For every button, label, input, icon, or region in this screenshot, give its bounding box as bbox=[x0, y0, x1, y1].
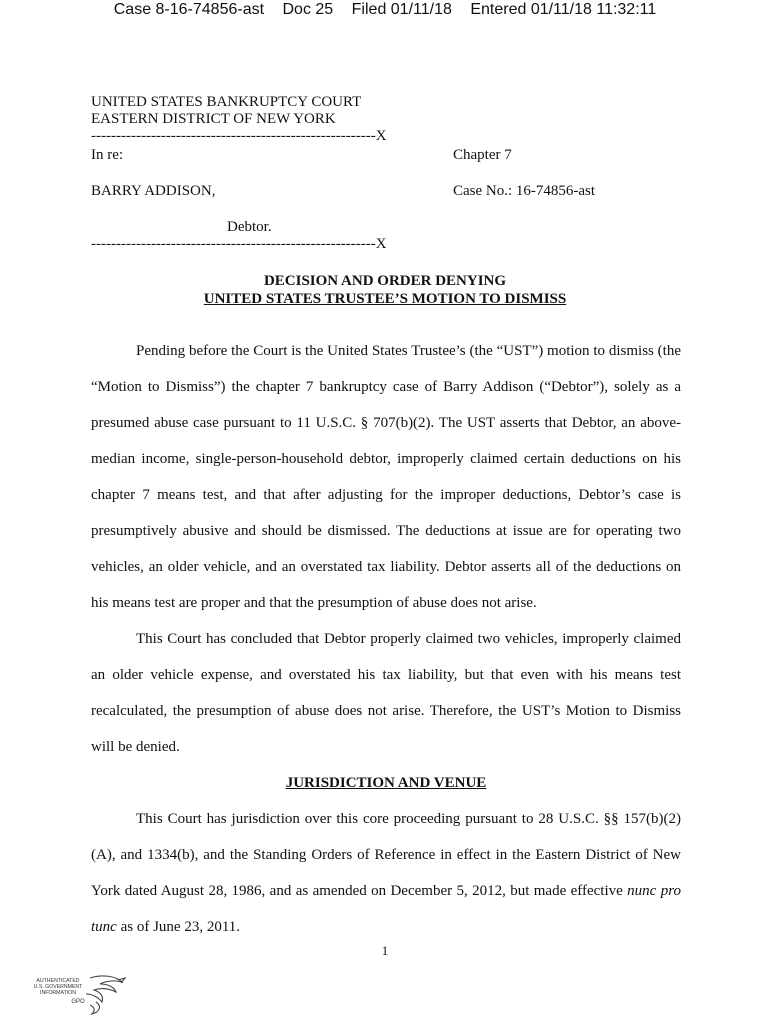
gpo-authentication-seal bbox=[30, 972, 130, 1016]
chapter-label: Chapter 7 bbox=[453, 147, 512, 163]
header-case: Case 8-16-74856-ast bbox=[113, 1, 265, 18]
paragraph-1: Pending before the Court is the United States Trustee’s (the “UST”) motion to dismiss (the “Motion to Dismiss”) the chapter 7 bankruptcy case of Barry Addison (“Debtor”), solely as a presumed abuse case pursuant to 11 U.S.C. § 707(b)(2). The UST asserts that Debtor, an above-median income, single-person-household debtor, improperly claimed certain deductions on his chapter 7 means test, and that after adjusting for the improper deductions, Debtor’s case is presumptively abusive and should be dismissed. The deductions at issue are for operating two vehicles, an older vehicle, and an overstated tax liability. Debtor asserts all of the deductions on his means test are proper and that the presumption of abuse does not arise. bbox=[91, 343, 681, 611]
caption-divider-top: ---------------------------------------------------------X bbox=[91, 128, 387, 144]
debtor-name: BARRY ADDISON, bbox=[91, 183, 216, 199]
document-title-line-1: DECISION AND ORDER DENYING bbox=[263, 273, 507, 289]
in-re-label: In re: bbox=[91, 147, 124, 163]
page-number: 1 bbox=[381, 943, 389, 958]
document-body bbox=[91, 333, 681, 945]
seal-line-3: INFORMATION bbox=[40, 990, 76, 996]
eagle-icon bbox=[86, 976, 125, 1014]
paragraph-3-end: as of June 23, 2011. bbox=[120, 919, 241, 935]
debtor-label: Debtor. bbox=[227, 219, 272, 235]
ecf-header bbox=[0, 0, 770, 20]
seal-line-2: U.S. GOVERNMENT bbox=[33, 984, 83, 990]
court-line-1: UNITED STATES BANKRUPTCY COURT bbox=[91, 94, 362, 110]
seal-line-1: AUTHENTICATED bbox=[36, 978, 80, 984]
paragraph-3 bbox=[91, 801, 681, 945]
court-name bbox=[91, 94, 361, 128]
header-doc: Doc 25 bbox=[282, 1, 334, 18]
header-filed: Filed 01/11/18 bbox=[351, 1, 452, 18]
seal-line-4: GPO bbox=[71, 999, 85, 1005]
paragraph-3-italic: nunc pro tunc bbox=[91, 883, 681, 935]
document-title-line-2: UNITED STATES TRUSTEE’S MOTION TO DISMISS bbox=[203, 291, 567, 307]
case-number: Case No.: 16-74856-ast bbox=[453, 183, 596, 199]
court-line-2: EASTERN DISTRICT OF NEW YORK bbox=[91, 111, 336, 127]
paragraph-2: This Court has concluded that Debtor properly claimed two vehicles, improperly claimed an older vehicle expense, and overstated his tax liability, but that even with his means test recalculated, the presumption of abuse does not arise. Therefore, the UST’s Motion to Dismiss will be denied. bbox=[91, 631, 681, 755]
section-heading: JURISDICTION AND VENUE bbox=[285, 775, 487, 791]
paragraph-3-main: This Court has jurisdiction over this core proceeding pursuant to 28 U.S.C. §§ 157(b)(2)(A), and 1334(b), and the Standing Orders of Reference in effect in the Eastern District of New York dated August 28, 1986, and as amended on December 5, 2012, but made effective bbox=[91, 811, 681, 899]
header-entered: Entered 01/11/18 11:32:11 bbox=[470, 1, 657, 18]
caption-divider-bottom: ---------------------------------------------------------X bbox=[91, 236, 387, 252]
